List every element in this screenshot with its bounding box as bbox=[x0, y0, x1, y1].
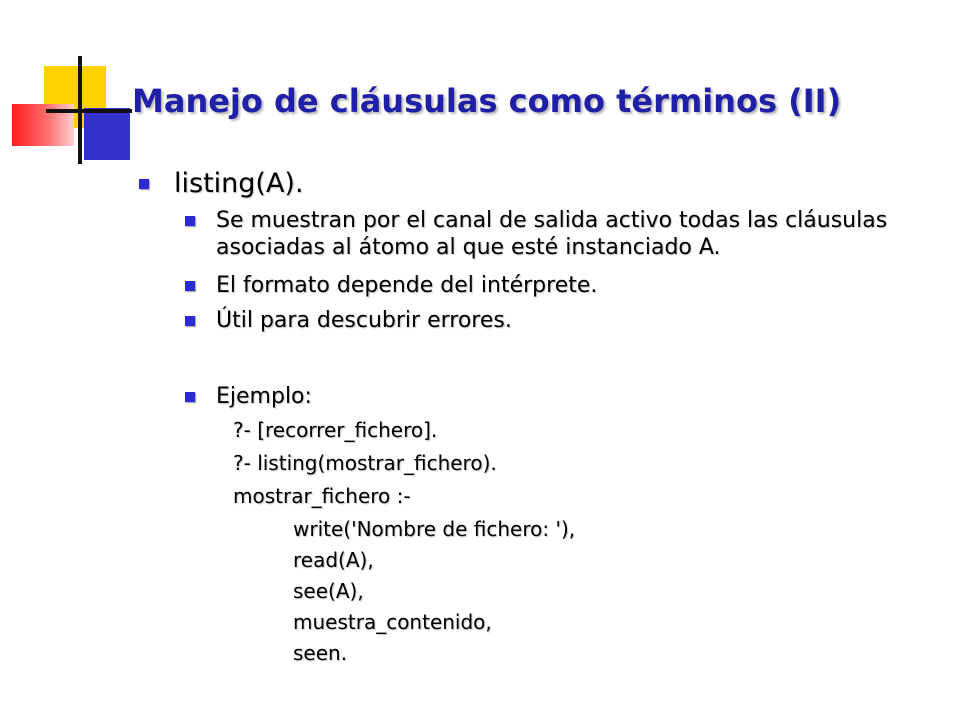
decor-horizontal-line bbox=[46, 109, 132, 113]
bullet-sub-4 bbox=[216, 383, 312, 410]
bullet-icon bbox=[185, 216, 195, 226]
bullet-sub-2-text: El formato depende del intérprete. bbox=[216, 273, 598, 298]
bullet-icon bbox=[185, 392, 195, 402]
bullet-sub-4-text: Ejemplo: bbox=[216, 384, 312, 409]
code-line-6: see(A), bbox=[293, 579, 364, 603]
code-line-5: read(A), bbox=[293, 548, 374, 572]
bullet-sub-3 bbox=[216, 307, 512, 334]
decor-blue-square bbox=[84, 108, 130, 160]
bullet-main bbox=[174, 168, 304, 199]
bullet-sub-1-line-2: asociadas al átomo al que esté instanciado A. bbox=[216, 235, 721, 260]
code-line-2: ?- listing(mostrar_fichero). bbox=[233, 451, 497, 475]
code-line-4: write('Nombre de fichero: '), bbox=[293, 517, 576, 541]
bullet-sub-1-line-1: Se muestran por el canal de salida activo todas las cláusulas bbox=[216, 208, 888, 233]
code-line-1: ?- [recorrer_fichero]. bbox=[233, 418, 438, 442]
bullet-main-text: listing(A). bbox=[174, 168, 304, 199]
bullet-sub-1 bbox=[216, 207, 887, 261]
bullet-sub-2 bbox=[216, 272, 597, 299]
code-line-7: muestra_contenido, bbox=[293, 610, 492, 634]
code-line-8: seen. bbox=[293, 641, 348, 665]
bullet-sub-3-text: Útil para descubrir errores. bbox=[216, 308, 512, 333]
bullet-icon bbox=[139, 179, 149, 189]
bullet-icon bbox=[185, 316, 195, 326]
slide-title: Manejo de cláusulas como términos (II) bbox=[132, 82, 842, 120]
code-line-3: mostrar_fichero :- bbox=[233, 484, 411, 508]
bullet-icon bbox=[185, 281, 195, 291]
